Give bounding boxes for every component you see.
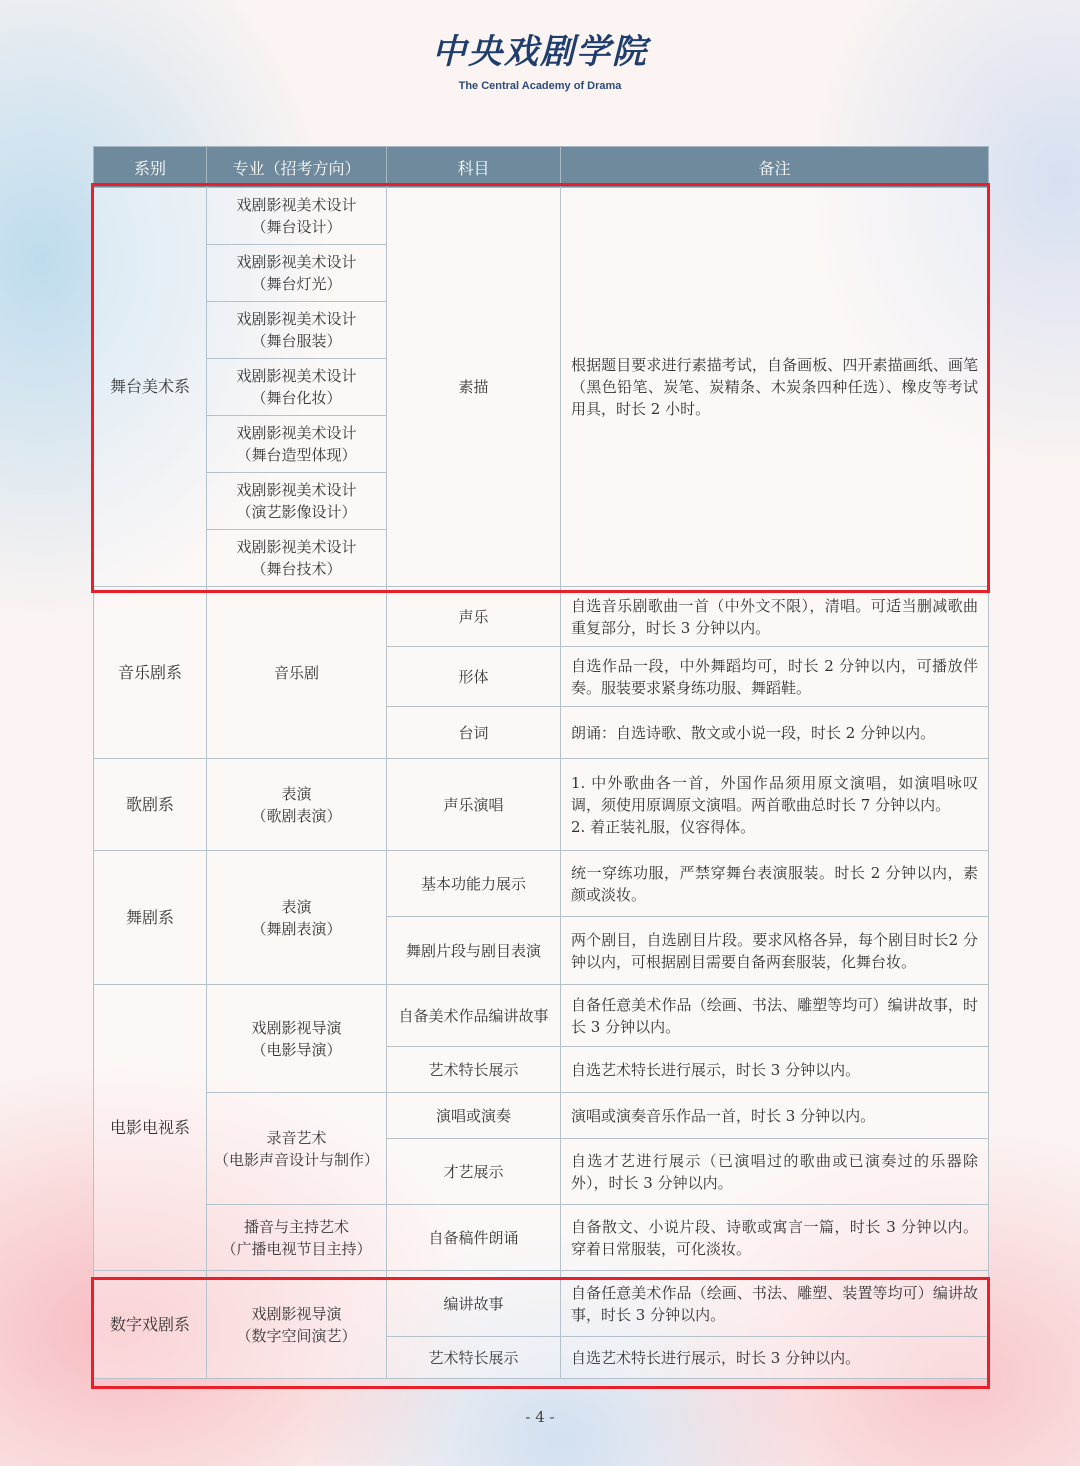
table-row bbox=[94, 188, 989, 245]
major-cell: 表演 （舞剧表演） bbox=[207, 851, 387, 985]
subject-cell: 艺术特长展示 bbox=[387, 1047, 561, 1093]
note-cell: 根据题目要求进行素描考试，自备画板、四开素描画纸、画笔（黑色铅笔、炭笔、炭精条、木炭条四种任选）、橡皮等考试用具，时长 2 小时。 bbox=[561, 188, 989, 587]
table-row bbox=[94, 759, 989, 851]
note-cell: 朗诵：自选诗歌、散文或小说一段，时长 2 分钟以内。 bbox=[561, 707, 989, 759]
major-cell: 播音与主持艺术 （广播电视节目主持） bbox=[207, 1205, 387, 1271]
major-cell: 戏剧影视美术设计 （舞台灯光） bbox=[207, 245, 387, 302]
subject-cell: 艺术特长展示 bbox=[387, 1337, 561, 1379]
major-cell: 表演 （歌剧表演） bbox=[207, 759, 387, 851]
header-note: 备注 bbox=[561, 147, 989, 188]
subject-cell: 声乐演唱 bbox=[387, 759, 561, 851]
subject-cell: 基本功能力展示 bbox=[387, 851, 561, 917]
table-row bbox=[94, 587, 989, 647]
header-subject: 科目 bbox=[387, 147, 561, 188]
major-cell: 录音艺术 （电影声音设计与制作） bbox=[207, 1093, 387, 1205]
subject-cell: 自备稿件朗诵 bbox=[387, 1205, 561, 1271]
dept-film-tv: 电影电视系 bbox=[94, 985, 207, 1271]
dept-musical: 音乐剧系 bbox=[94, 587, 207, 759]
dept-opera: 歌剧系 bbox=[94, 759, 207, 851]
major-cell: 戏剧影视美术设计 （舞台化妆） bbox=[207, 359, 387, 416]
header-dept: 系别 bbox=[94, 147, 207, 188]
major-cell: 戏剧影视美术设计 （舞台造型体现） bbox=[207, 416, 387, 473]
dept-digital-drama: 数字戏剧系 bbox=[94, 1271, 207, 1379]
table-row bbox=[94, 851, 989, 917]
major-cell: 戏剧影视美术设计 （舞台服装） bbox=[207, 302, 387, 359]
subject-cell: 形体 bbox=[387, 647, 561, 707]
major-cell: 戏剧影视导演 （电影导演） bbox=[207, 985, 387, 1093]
academy-logo-english: The Central Academy of Drama bbox=[458, 80, 622, 92]
note-cell: 两个剧目，自选剧目片段。要求风格各异，每个剧目时长2 分钟以内，可根据剧目需要自备两套服装，化舞台妆。 bbox=[561, 917, 989, 985]
page-number: - 4 - bbox=[525, 1408, 555, 1426]
note-cell: 自选艺术特长进行展示，时长 3 分钟以内。 bbox=[561, 1047, 989, 1093]
note-cell: 自选才艺进行展示（已演唱过的歌曲或已演奏过的乐器除外），时长 3 分钟以内。 bbox=[561, 1139, 989, 1205]
note-cell: 统一穿练功服，严禁穿舞台表演服装。时长 2 分钟以内，素颜或淡妆。 bbox=[561, 851, 989, 917]
major-cell: 戏剧影视导演 （数字空间演艺） bbox=[207, 1271, 387, 1379]
major-cell: 戏剧影视美术设计 （舞台设计） bbox=[207, 188, 387, 245]
subject-cell: 演唱或演奏 bbox=[387, 1093, 561, 1139]
header-major: 专业（招考方向） bbox=[207, 147, 387, 188]
subject-cell: 舞剧片段与剧目表演 bbox=[387, 917, 561, 985]
dept-dance-drama: 舞剧系 bbox=[94, 851, 207, 985]
note-cell: 自备任意美术作品（绘画、书法、雕塑、装置等均可）编讲故事，时长 3 分钟以内。 bbox=[561, 1271, 989, 1337]
table-header-row bbox=[94, 147, 989, 188]
note-cell: 1. 中外歌曲各一首，外国作品须用原文演唱，如演唱咏叹调，须使用原调原文演唱。两首歌曲总时长 7 分钟以内。 2. 着正装礼服，仪容得体。 bbox=[561, 759, 989, 851]
note-cell: 自备任意美术作品（绘画、书法、雕塑等均可）编讲故事，时长 3 分钟以内。 bbox=[561, 985, 989, 1047]
note-cell: 自选艺术特长进行展示，时长 3 分钟以内。 bbox=[561, 1337, 989, 1379]
header bbox=[0, 28, 1080, 92]
subject-cell: 素描 bbox=[387, 188, 561, 587]
note-cell: 自备散文、小说片段、诗歌或寓言一篇，时长 3 分钟以内。穿着日常服装，可化淡妆。 bbox=[561, 1205, 989, 1271]
table-row bbox=[94, 1093, 989, 1139]
subject-cell: 台词 bbox=[387, 707, 561, 759]
major-cell: 音乐剧 bbox=[207, 587, 387, 759]
note-cell: 自选音乐剧歌曲一首（中外文不限），清唱。可适当删减歌曲重复部分，时长 3 分钟以内。 bbox=[561, 587, 989, 647]
subject-cell: 自备美术作品编讲故事 bbox=[387, 985, 561, 1047]
subject-cell: 编讲故事 bbox=[387, 1271, 561, 1337]
major-cell: 戏剧影视美术设计 （演艺影像设计） bbox=[207, 473, 387, 530]
academy-logo: 中央戏剧学院 bbox=[432, 32, 648, 72]
note-cell: 自选作品一段，中外舞蹈均可，时长 2 分钟以内，可播放伴奏。服装要求紧身练功服、舞蹈鞋。 bbox=[561, 647, 989, 707]
subject-cell: 声乐 bbox=[387, 587, 561, 647]
exam-table bbox=[93, 146, 989, 1379]
dept-stage-art: 舞台美术系 bbox=[94, 188, 207, 587]
note-cell: 演唱或演奏音乐作品一首，时长 3 分钟以内。 bbox=[561, 1093, 989, 1139]
table-row bbox=[94, 1271, 989, 1337]
subject-cell: 才艺展示 bbox=[387, 1139, 561, 1205]
major-cell: 戏剧影视美术设计 （舞台技术） bbox=[207, 530, 387, 587]
table-row bbox=[94, 1205, 989, 1271]
table-row bbox=[94, 985, 989, 1047]
